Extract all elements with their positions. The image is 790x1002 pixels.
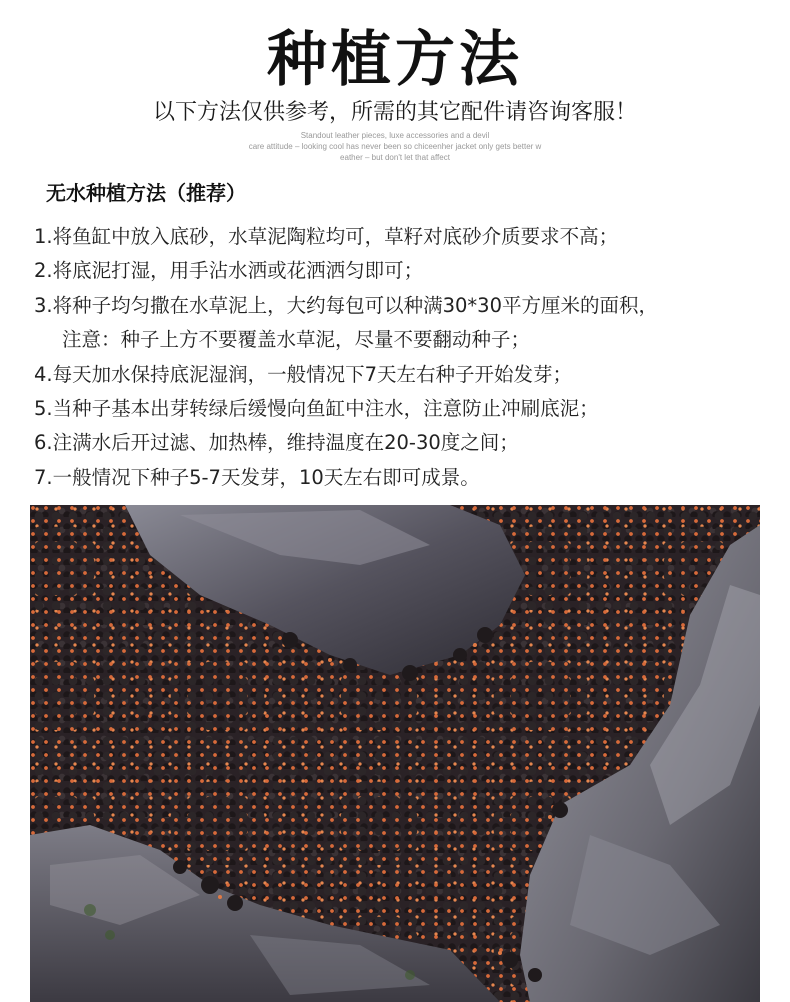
step-item-continuation: 注意：种子上方不要覆盖水草泥，尽量不要翻动种子； (62, 328, 531, 352)
step-item: 3.将种子均匀撒在水草泥上，大约每包可以种满30*30平方厘米的面积， (34, 293, 658, 317)
english-tagline-line: care attitude – looking cool has never been so chiceenher jacket only gets better w (248, 142, 542, 151)
english-tagline-line: eather – but don't let that affect (340, 153, 450, 162)
english-tagline-line: Standout leather pieces, luxe accessories and a devil (300, 131, 490, 140)
step-item: 4.每天加水保持底泥湿润，一般情况下7天左右种子开始发芽； (34, 362, 573, 386)
step-item: 2.将底泥打湿，用手沾水洒或花洒洒匀即可； (34, 259, 424, 283)
section-heading: 无水种植方法（推荐） (46, 181, 246, 205)
step-item: 5.当种子基本出芽转绿后缓慢向鱼缸中注水，注意防止冲刷底泥； (34, 397, 599, 421)
step-item: 1.将鱼缸中放入底砂，水草泥陶粒均可，草籽对底砂介质要求不高； (34, 225, 619, 248)
steps-list (34, 220, 774, 495)
page-title: 种植方法 (267, 25, 523, 95)
step-item: 6.注满水后开过滤、加热棒，维持温度在20-30度之间； (34, 431, 519, 455)
aquarium-substrate-photo (30, 505, 760, 1002)
english-tagline (230, 130, 560, 163)
subtitle: 以下方法仅供参考，所需的其它配件请咨询客服！ (152, 100, 637, 125)
photo-rocks (30, 505, 760, 1002)
step-item: 7.一般情况下种子5-7天发芽，10天左右即可成景。 (34, 465, 480, 489)
